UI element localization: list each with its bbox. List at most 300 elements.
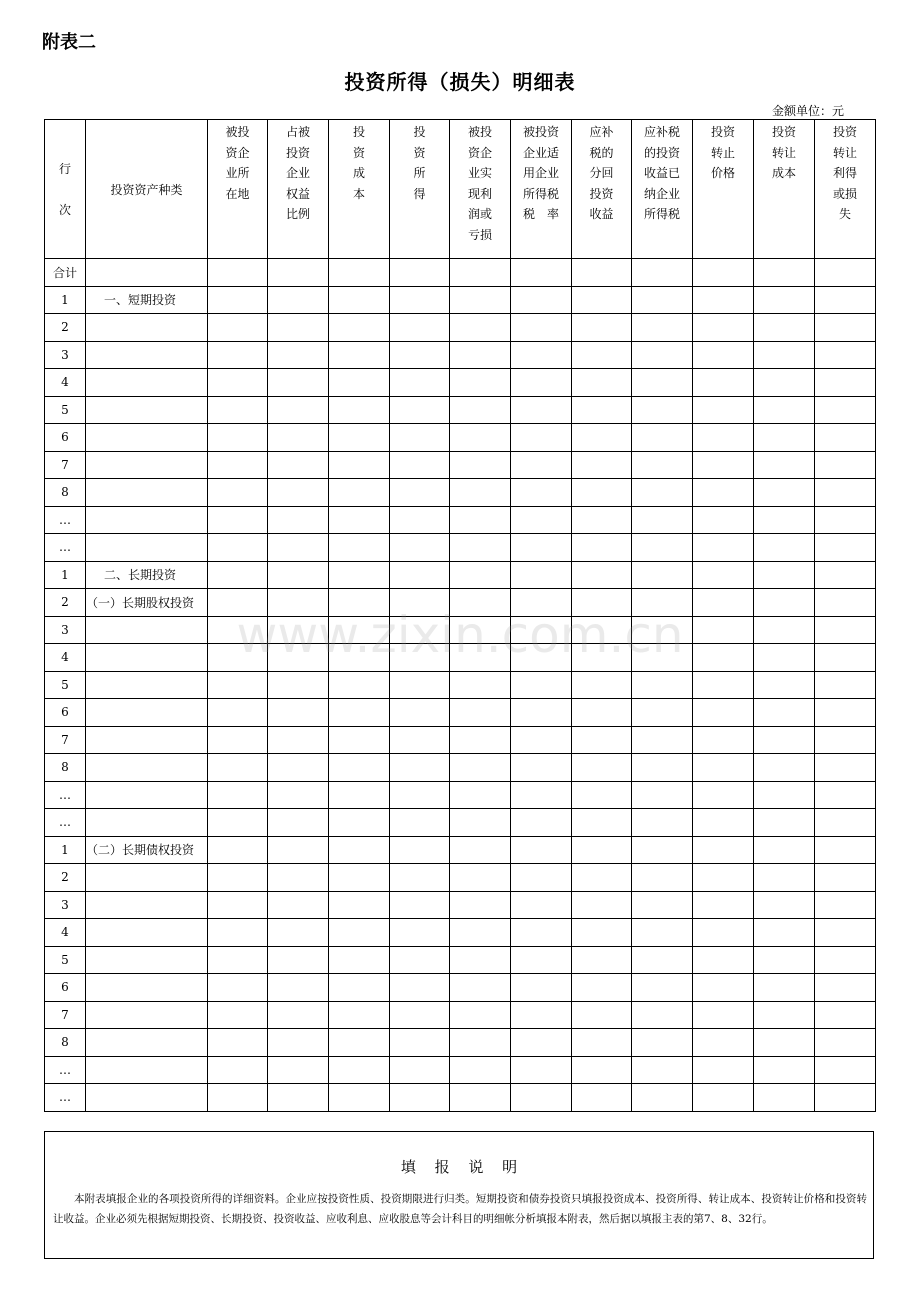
value-cell[interactable]	[450, 836, 511, 864]
value-cell[interactable]	[511, 1084, 572, 1112]
value-cell[interactable]	[390, 451, 450, 479]
value-cell[interactable]	[390, 781, 450, 809]
value-cell[interactable]	[572, 259, 632, 287]
value-cell[interactable]	[754, 699, 815, 727]
value-cell[interactable]	[450, 919, 511, 947]
value-cell[interactable]	[632, 836, 693, 864]
asset-type-cell[interactable]	[86, 369, 208, 397]
value-cell[interactable]	[390, 864, 450, 892]
value-cell[interactable]	[632, 561, 693, 589]
asset-type-cell[interactable]	[86, 479, 208, 507]
value-cell[interactable]	[572, 451, 632, 479]
value-cell[interactable]	[208, 726, 268, 754]
value-cell[interactable]	[754, 396, 815, 424]
value-cell[interactable]	[815, 341, 876, 369]
value-cell[interactable]	[632, 1056, 693, 1084]
value-cell[interactable]	[329, 754, 390, 782]
value-cell[interactable]	[754, 864, 815, 892]
value-cell[interactable]	[390, 809, 450, 837]
value-cell[interactable]	[815, 396, 876, 424]
value-cell[interactable]	[450, 561, 511, 589]
value-cell[interactable]	[632, 809, 693, 837]
value-cell[interactable]	[450, 589, 511, 617]
value-cell[interactable]	[572, 919, 632, 947]
asset-type-cell[interactable]	[86, 259, 208, 287]
value-cell[interactable]	[754, 314, 815, 342]
value-cell[interactable]	[815, 506, 876, 534]
value-cell[interactable]	[268, 286, 329, 314]
value-cell[interactable]	[632, 946, 693, 974]
value-cell[interactable]	[693, 754, 754, 782]
value-cell[interactable]	[754, 754, 815, 782]
value-cell[interactable]	[390, 754, 450, 782]
value-cell[interactable]	[815, 589, 876, 617]
value-cell[interactable]	[268, 974, 329, 1002]
value-cell[interactable]	[693, 341, 754, 369]
value-cell[interactable]	[450, 259, 511, 287]
value-cell[interactable]	[754, 616, 815, 644]
value-cell[interactable]	[208, 616, 268, 644]
value-cell[interactable]	[329, 864, 390, 892]
value-cell[interactable]	[329, 259, 390, 287]
value-cell[interactable]	[450, 891, 511, 919]
value-cell[interactable]	[754, 259, 815, 287]
value-cell[interactable]	[754, 561, 815, 589]
asset-type-cell[interactable]	[86, 1029, 208, 1057]
value-cell[interactable]	[815, 534, 876, 562]
value-cell[interactable]	[693, 369, 754, 397]
value-cell[interactable]	[632, 479, 693, 507]
value-cell[interactable]	[632, 286, 693, 314]
value-cell[interactable]	[450, 616, 511, 644]
value-cell[interactable]	[208, 671, 268, 699]
value-cell[interactable]	[268, 369, 329, 397]
value-cell[interactable]	[450, 341, 511, 369]
asset-type-cell[interactable]: （二）长期债权投资	[86, 836, 208, 864]
value-cell[interactable]	[632, 974, 693, 1002]
value-cell[interactable]	[329, 424, 390, 452]
value-cell[interactable]	[632, 1084, 693, 1112]
value-cell[interactable]	[511, 479, 572, 507]
value-cell[interactable]	[208, 506, 268, 534]
value-cell[interactable]	[511, 836, 572, 864]
value-cell[interactable]	[815, 451, 876, 479]
value-cell[interactable]	[208, 314, 268, 342]
value-cell[interactable]	[208, 946, 268, 974]
value-cell[interactable]	[329, 699, 390, 727]
value-cell[interactable]	[572, 424, 632, 452]
value-cell[interactable]	[511, 341, 572, 369]
value-cell[interactable]	[815, 974, 876, 1002]
value-cell[interactable]	[815, 891, 876, 919]
value-cell[interactable]	[693, 259, 754, 287]
value-cell[interactable]	[208, 286, 268, 314]
value-cell[interactable]	[815, 864, 876, 892]
value-cell[interactable]	[390, 644, 450, 672]
value-cell[interactable]	[632, 671, 693, 699]
value-cell[interactable]	[632, 589, 693, 617]
value-cell[interactable]	[329, 974, 390, 1002]
value-cell[interactable]	[511, 534, 572, 562]
value-cell[interactable]	[268, 616, 329, 644]
value-cell[interactable]	[268, 424, 329, 452]
asset-type-cell[interactable]	[86, 341, 208, 369]
value-cell[interactable]	[815, 479, 876, 507]
value-cell[interactable]	[268, 891, 329, 919]
value-cell[interactable]	[693, 396, 754, 424]
value-cell[interactable]	[208, 754, 268, 782]
value-cell[interactable]	[390, 479, 450, 507]
value-cell[interactable]	[632, 699, 693, 727]
value-cell[interactable]	[815, 369, 876, 397]
value-cell[interactable]	[450, 671, 511, 699]
value-cell[interactable]	[390, 1029, 450, 1057]
asset-type-cell[interactable]	[86, 781, 208, 809]
value-cell[interactable]	[572, 534, 632, 562]
value-cell[interactable]	[329, 781, 390, 809]
value-cell[interactable]	[450, 644, 511, 672]
value-cell[interactable]	[329, 919, 390, 947]
value-cell[interactable]	[693, 506, 754, 534]
value-cell[interactable]	[329, 369, 390, 397]
value-cell[interactable]	[208, 644, 268, 672]
value-cell[interactable]	[693, 671, 754, 699]
asset-type-cell[interactable]	[86, 451, 208, 479]
value-cell[interactable]	[815, 1084, 876, 1112]
value-cell[interactable]	[754, 1001, 815, 1029]
value-cell[interactable]	[754, 369, 815, 397]
value-cell[interactable]	[815, 1001, 876, 1029]
value-cell[interactable]	[815, 314, 876, 342]
value-cell[interactable]	[390, 1001, 450, 1029]
value-cell[interactable]	[572, 506, 632, 534]
asset-type-cell[interactable]	[86, 1001, 208, 1029]
value-cell[interactable]	[572, 1084, 632, 1112]
value-cell[interactable]	[815, 616, 876, 644]
value-cell[interactable]	[693, 726, 754, 754]
value-cell[interactable]	[208, 369, 268, 397]
asset-type-cell[interactable]	[86, 809, 208, 837]
value-cell[interactable]	[511, 589, 572, 617]
asset-type-cell[interactable]	[86, 506, 208, 534]
value-cell[interactable]	[693, 589, 754, 617]
value-cell[interactable]	[693, 781, 754, 809]
value-cell[interactable]	[450, 864, 511, 892]
asset-type-cell[interactable]	[86, 424, 208, 452]
value-cell[interactable]	[511, 1029, 572, 1057]
value-cell[interactable]	[329, 561, 390, 589]
value-cell[interactable]	[693, 616, 754, 644]
value-cell[interactable]	[815, 561, 876, 589]
value-cell[interactable]	[390, 506, 450, 534]
value-cell[interactable]	[815, 259, 876, 287]
value-cell[interactable]	[329, 314, 390, 342]
value-cell[interactable]	[329, 616, 390, 644]
value-cell[interactable]	[329, 286, 390, 314]
value-cell[interactable]	[511, 891, 572, 919]
value-cell[interactable]	[754, 506, 815, 534]
value-cell[interactable]	[329, 534, 390, 562]
value-cell[interactable]	[511, 781, 572, 809]
value-cell[interactable]	[815, 1029, 876, 1057]
value-cell[interactable]	[572, 616, 632, 644]
asset-type-cell[interactable]	[86, 644, 208, 672]
value-cell[interactable]	[572, 561, 632, 589]
value-cell[interactable]	[208, 259, 268, 287]
value-cell[interactable]	[511, 946, 572, 974]
value-cell[interactable]	[268, 1029, 329, 1057]
value-cell[interactable]	[754, 974, 815, 1002]
value-cell[interactable]	[632, 754, 693, 782]
value-cell[interactable]	[329, 1001, 390, 1029]
asset-type-cell[interactable]: 二、长期投资	[86, 561, 208, 589]
value-cell[interactable]	[329, 809, 390, 837]
asset-type-cell[interactable]	[86, 396, 208, 424]
value-cell[interactable]	[572, 314, 632, 342]
value-cell[interactable]	[268, 919, 329, 947]
value-cell[interactable]	[693, 534, 754, 562]
value-cell[interactable]	[208, 561, 268, 589]
asset-type-cell[interactable]	[86, 671, 208, 699]
value-cell[interactable]	[693, 699, 754, 727]
value-cell[interactable]	[208, 809, 268, 837]
asset-type-cell[interactable]	[86, 864, 208, 892]
value-cell[interactable]	[390, 369, 450, 397]
value-cell[interactable]	[450, 286, 511, 314]
value-cell[interactable]	[329, 1056, 390, 1084]
value-cell[interactable]	[268, 341, 329, 369]
value-cell[interactable]	[208, 341, 268, 369]
value-cell[interactable]	[329, 589, 390, 617]
value-cell[interactable]	[511, 754, 572, 782]
value-cell[interactable]	[572, 809, 632, 837]
value-cell[interactable]	[268, 699, 329, 727]
value-cell[interactable]	[815, 754, 876, 782]
value-cell[interactable]	[390, 561, 450, 589]
value-cell[interactable]	[390, 726, 450, 754]
value-cell[interactable]	[511, 1056, 572, 1084]
value-cell[interactable]	[511, 1001, 572, 1029]
value-cell[interactable]	[329, 946, 390, 974]
value-cell[interactable]	[754, 809, 815, 837]
value-cell[interactable]	[572, 341, 632, 369]
value-cell[interactable]	[268, 754, 329, 782]
value-cell[interactable]	[208, 1084, 268, 1112]
value-cell[interactable]	[208, 864, 268, 892]
value-cell[interactable]	[815, 836, 876, 864]
value-cell[interactable]	[390, 534, 450, 562]
value-cell[interactable]	[208, 396, 268, 424]
value-cell[interactable]	[754, 589, 815, 617]
value-cell[interactable]	[572, 836, 632, 864]
value-cell[interactable]	[572, 946, 632, 974]
value-cell[interactable]	[450, 699, 511, 727]
value-cell[interactable]	[754, 1029, 815, 1057]
value-cell[interactable]	[390, 974, 450, 1002]
value-cell[interactable]	[208, 836, 268, 864]
value-cell[interactable]	[754, 1084, 815, 1112]
value-cell[interactable]	[329, 479, 390, 507]
value-cell[interactable]	[754, 726, 815, 754]
value-cell[interactable]	[208, 891, 268, 919]
value-cell[interactable]	[693, 836, 754, 864]
value-cell[interactable]	[329, 644, 390, 672]
value-cell[interactable]	[390, 919, 450, 947]
value-cell[interactable]	[268, 946, 329, 974]
value-cell[interactable]	[511, 644, 572, 672]
value-cell[interactable]	[572, 974, 632, 1002]
value-cell[interactable]	[390, 699, 450, 727]
value-cell[interactable]	[572, 644, 632, 672]
value-cell[interactable]	[632, 781, 693, 809]
value-cell[interactable]	[754, 534, 815, 562]
value-cell[interactable]	[511, 369, 572, 397]
value-cell[interactable]	[511, 671, 572, 699]
value-cell[interactable]	[268, 259, 329, 287]
value-cell[interactable]	[693, 424, 754, 452]
value-cell[interactable]	[450, 1056, 511, 1084]
value-cell[interactable]	[450, 1084, 511, 1112]
value-cell[interactable]	[511, 974, 572, 1002]
value-cell[interactable]	[450, 314, 511, 342]
value-cell[interactable]	[329, 726, 390, 754]
value-cell[interactable]	[208, 1056, 268, 1084]
value-cell[interactable]	[572, 479, 632, 507]
value-cell[interactable]	[754, 891, 815, 919]
value-cell[interactable]	[815, 1056, 876, 1084]
value-cell[interactable]	[511, 699, 572, 727]
value-cell[interactable]	[693, 809, 754, 837]
value-cell[interactable]	[693, 479, 754, 507]
value-cell[interactable]	[268, 1056, 329, 1084]
value-cell[interactable]	[632, 259, 693, 287]
value-cell[interactable]	[450, 534, 511, 562]
value-cell[interactable]	[754, 479, 815, 507]
value-cell[interactable]	[572, 396, 632, 424]
value-cell[interactable]	[208, 479, 268, 507]
value-cell[interactable]	[511, 424, 572, 452]
value-cell[interactable]	[450, 754, 511, 782]
value-cell[interactable]	[450, 479, 511, 507]
value-cell[interactable]	[754, 644, 815, 672]
value-cell[interactable]	[329, 671, 390, 699]
value-cell[interactable]	[693, 946, 754, 974]
asset-type-cell[interactable]	[86, 616, 208, 644]
value-cell[interactable]	[450, 396, 511, 424]
value-cell[interactable]	[572, 671, 632, 699]
value-cell[interactable]	[268, 644, 329, 672]
value-cell[interactable]	[208, 534, 268, 562]
value-cell[interactable]	[450, 946, 511, 974]
value-cell[interactable]	[511, 286, 572, 314]
value-cell[interactable]	[268, 671, 329, 699]
value-cell[interactable]	[693, 974, 754, 1002]
value-cell[interactable]	[815, 699, 876, 727]
value-cell[interactable]	[268, 589, 329, 617]
value-cell[interactable]	[693, 644, 754, 672]
value-cell[interactable]	[693, 561, 754, 589]
value-cell[interactable]	[268, 479, 329, 507]
value-cell[interactable]	[208, 589, 268, 617]
value-cell[interactable]	[632, 1001, 693, 1029]
value-cell[interactable]	[632, 616, 693, 644]
value-cell[interactable]	[329, 506, 390, 534]
value-cell[interactable]	[390, 314, 450, 342]
value-cell[interactable]	[632, 506, 693, 534]
value-cell[interactable]	[208, 1001, 268, 1029]
value-cell[interactable]	[632, 726, 693, 754]
value-cell[interactable]	[632, 644, 693, 672]
value-cell[interactable]	[572, 286, 632, 314]
value-cell[interactable]	[329, 396, 390, 424]
value-cell[interactable]	[268, 1084, 329, 1112]
value-cell[interactable]	[572, 864, 632, 892]
value-cell[interactable]	[329, 1029, 390, 1057]
value-cell[interactable]	[450, 506, 511, 534]
value-cell[interactable]	[268, 726, 329, 754]
value-cell[interactable]	[208, 699, 268, 727]
value-cell[interactable]	[693, 891, 754, 919]
value-cell[interactable]	[754, 781, 815, 809]
value-cell[interactable]	[693, 864, 754, 892]
value-cell[interactable]	[268, 396, 329, 424]
asset-type-cell[interactable]: （一）长期股权投资	[86, 589, 208, 617]
value-cell[interactable]	[754, 836, 815, 864]
value-cell[interactable]	[693, 286, 754, 314]
value-cell[interactable]	[511, 809, 572, 837]
value-cell[interactable]	[450, 974, 511, 1002]
value-cell[interactable]	[329, 451, 390, 479]
value-cell[interactable]	[815, 671, 876, 699]
value-cell[interactable]	[693, 314, 754, 342]
value-cell[interactable]	[815, 919, 876, 947]
asset-type-cell[interactable]	[86, 534, 208, 562]
value-cell[interactable]	[632, 424, 693, 452]
value-cell[interactable]	[329, 1084, 390, 1112]
value-cell[interactable]	[268, 561, 329, 589]
value-cell[interactable]	[390, 891, 450, 919]
value-cell[interactable]	[632, 1029, 693, 1057]
value-cell[interactable]	[632, 891, 693, 919]
value-cell[interactable]	[268, 809, 329, 837]
value-cell[interactable]	[815, 809, 876, 837]
value-cell[interactable]	[450, 451, 511, 479]
value-cell[interactable]	[572, 891, 632, 919]
value-cell[interactable]	[390, 286, 450, 314]
value-cell[interactable]	[754, 451, 815, 479]
value-cell[interactable]	[268, 1001, 329, 1029]
value-cell[interactable]	[268, 781, 329, 809]
value-cell[interactable]	[511, 451, 572, 479]
value-cell[interactable]	[208, 781, 268, 809]
value-cell[interactable]	[754, 286, 815, 314]
value-cell[interactable]	[390, 396, 450, 424]
value-cell[interactable]	[815, 644, 876, 672]
value-cell[interactable]	[329, 891, 390, 919]
value-cell[interactable]	[572, 754, 632, 782]
value-cell[interactable]	[815, 726, 876, 754]
asset-type-cell[interactable]	[86, 314, 208, 342]
asset-type-cell[interactable]	[86, 754, 208, 782]
value-cell[interactable]	[572, 781, 632, 809]
value-cell[interactable]	[511, 919, 572, 947]
value-cell[interactable]	[450, 424, 511, 452]
value-cell[interactable]	[754, 1056, 815, 1084]
value-cell[interactable]	[511, 561, 572, 589]
value-cell[interactable]	[390, 946, 450, 974]
value-cell[interactable]	[268, 836, 329, 864]
value-cell[interactable]	[754, 919, 815, 947]
